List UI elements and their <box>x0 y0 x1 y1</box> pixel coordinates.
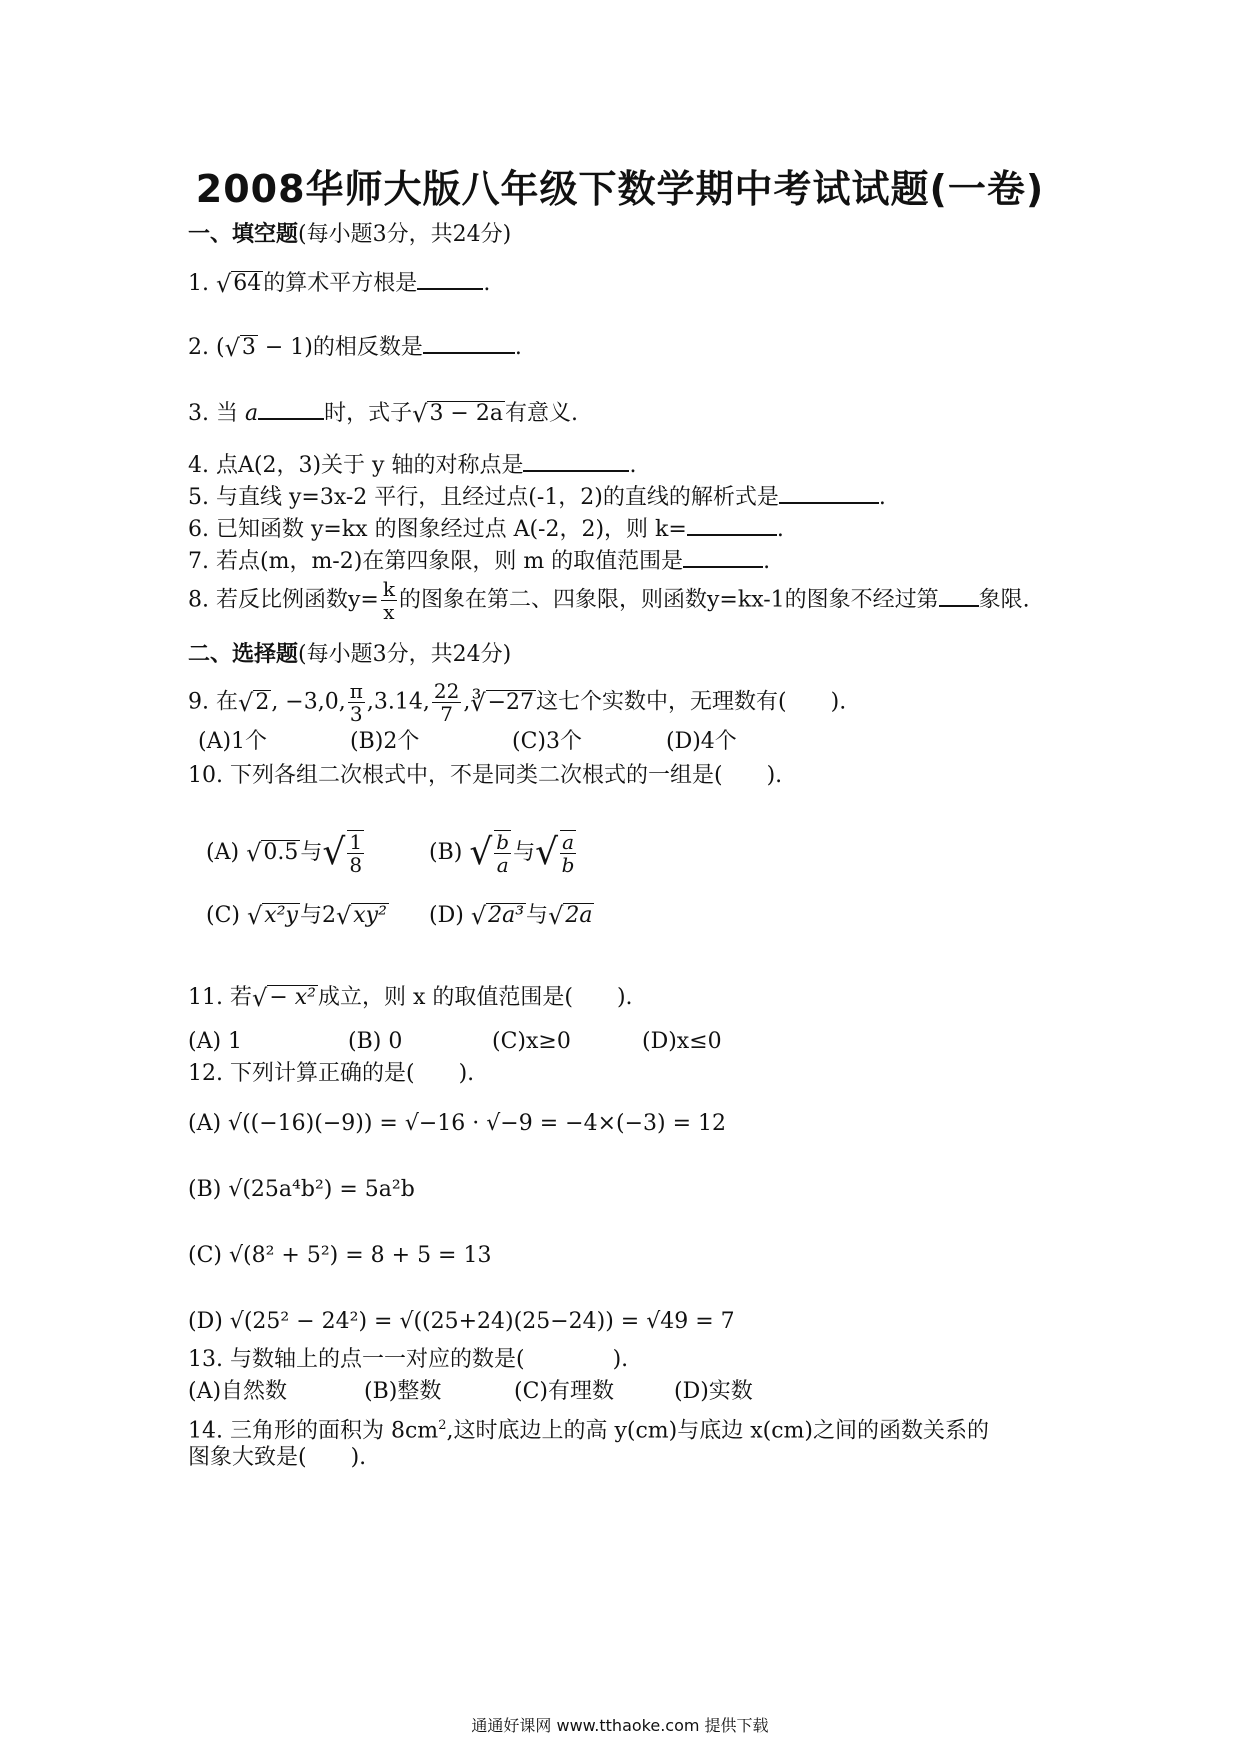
sqrt-expression: √ x²y <box>247 902 298 930</box>
question-number: 2. <box>188 335 209 360</box>
question-text: 有意义. <box>504 401 578 426</box>
section-note: (每小题3分，共24分) <box>298 222 512 247</box>
question-text: 与数轴上的点一一对应的数是( ). <box>230 1347 629 1372</box>
question-number: 4. <box>188 453 209 478</box>
option-d[interactable]: (D)实数 <box>674 1379 753 1404</box>
question-1 <box>188 266 490 298</box>
answer-blank[interactable] <box>779 480 879 504</box>
question-7 <box>188 544 770 576</box>
question-5 <box>188 480 886 512</box>
question-text: 的算术平方根是 <box>263 271 418 296</box>
question-text: 若反比例函数y= <box>216 587 379 613</box>
question-11 <box>188 984 633 1012</box>
question-12 <box>188 1060 474 1088</box>
question-number: 10. <box>188 763 223 788</box>
numerator: k <box>382 577 395 601</box>
question-number: 12. <box>188 1061 223 1086</box>
question-3 <box>188 396 578 428</box>
question-text: 成立，则 x 的取值范围是( ). <box>317 985 633 1010</box>
connector-text: 与 <box>526 903 549 928</box>
radicand: 3 <box>241 335 256 360</box>
section-multiple-choice-heading <box>188 640 511 669</box>
connector-text: 与 <box>300 840 323 865</box>
radicand: 3 − 2a <box>429 401 503 426</box>
question-number: 7. <box>188 549 209 574</box>
section-fill-blank-heading <box>188 220 511 249</box>
option-a[interactable]: (A)1个 <box>198 729 268 754</box>
option-c[interactable]: (C)3个 <box>512 729 582 754</box>
question-text: 若点(m，m-2)在第四象限，则 m 的取值范围是 <box>216 549 684 574</box>
question-number: 1. <box>188 271 209 296</box>
expression-rest: − 1) <box>257 335 313 360</box>
question-text: 三角形的面积为 8cm <box>230 1418 439 1444</box>
sqrt-expression: √ 0.5 <box>246 839 299 867</box>
section-title: 一、填空题 <box>188 221 299 247</box>
question-text: 与直线 y=3x-2 平行，且经过点(-1，2)的直线的解析式是 <box>216 485 779 510</box>
answer-blank[interactable] <box>523 448 629 472</box>
question-11-options <box>188 1028 722 1056</box>
sqrt-fraction: √ $\frac{1}{8}$ <box>322 830 363 877</box>
option-d[interactable]: (D)4个 <box>666 729 737 754</box>
question-text: 当 <box>216 401 245 426</box>
page-title: 2008华师大版八年级下数学期中考试试题(一卷) <box>195 167 1045 211</box>
option-b[interactable]: (B)整数 <box>364 1379 442 1404</box>
expression-rest: ,3.14, <box>366 689 430 715</box>
connector-text: 与 <box>513 840 536 865</box>
question-10 <box>188 762 782 790</box>
sqrt-fraction: √ $\frac{b}{a}$ <box>469 830 510 877</box>
question-text: 已知函数 y=kx 的图象经过点 A(-2，2)，则 k= <box>216 517 687 542</box>
option-label: (A) <box>206 840 240 865</box>
denominator: 8 <box>349 853 363 877</box>
variable: a <box>245 401 259 426</box>
option-a[interactable]: (A)自然数 <box>188 1379 288 1404</box>
question-12-option-c[interactable]: (C) √(8² + 5²) = 8 + 5 = 13 <box>188 1243 492 1268</box>
answer-blank[interactable] <box>417 266 483 290</box>
question-text: 下列计算正确的是( ). <box>230 1061 475 1086</box>
question-9 <box>188 680 846 725</box>
cube-root-expression: ∛ −27 <box>470 688 535 717</box>
option-c[interactable]: (C)x≥0 <box>492 1029 571 1054</box>
punct: . <box>878 485 886 510</box>
question-text: 下列各组二次根式中，不是同类二次根式的一组是( ). <box>230 763 783 788</box>
question-number: 11. <box>188 985 223 1010</box>
option-b[interactable]: (B) 0 <box>348 1029 403 1054</box>
punct: . <box>514 335 522 360</box>
sqrt-expression: √ 3 − 2a <box>412 400 503 428</box>
question-12-option-b[interactable]: (B) √(25a⁴b²) = 5a²b <box>188 1177 415 1202</box>
fraction <box>381 578 397 623</box>
sqrt-expression: √ 64 <box>216 270 262 298</box>
question-13 <box>188 1346 628 1374</box>
numerator: 22 <box>433 679 460 703</box>
question-number: 8. <box>188 587 209 613</box>
radicand: xy² <box>353 903 387 928</box>
expression-rest: , −3,0, <box>271 689 346 715</box>
question-12-option-a[interactable]: (A) √((−16)(−9)) = √−16 · √−9 = −4×(−3) = 12 <box>188 1111 727 1136</box>
question-14-continued: 图象大致是( ). <box>188 1445 367 1470</box>
option-b[interactable] <box>429 830 578 876</box>
page-footer: 通通好课网 www.tthaoke.com 提供下载 <box>471 1716 769 1735</box>
numerator: b <box>496 830 510 854</box>
question-14 <box>188 1412 989 1445</box>
radicand: x²y <box>264 903 298 928</box>
question-4 <box>188 448 636 480</box>
sqrt-expression: √ 3 <box>224 334 256 362</box>
question-8 <box>188 578 1030 623</box>
answer-blank[interactable] <box>939 583 979 607</box>
radicand: 2a <box>565 903 593 928</box>
sqrt-fraction: √ $\frac{a}{b}$ <box>535 830 575 877</box>
question-text: ,这时底边上的高 y(cm)与底边 x(cm)之间的函数关系的 <box>446 1418 989 1444</box>
question-text: 这七个实数中，无理数有( ). <box>536 689 847 715</box>
option-c[interactable] <box>206 902 422 930</box>
denominator: a <box>496 853 509 877</box>
question-number: 5. <box>188 485 209 510</box>
question-2 <box>188 330 522 362</box>
radicand: 2a³ <box>488 903 525 928</box>
option-label: (C) <box>206 903 240 928</box>
superscript: 2 <box>438 1418 447 1433</box>
question-text: 象限. <box>978 587 1030 613</box>
connector-text: 与2 <box>299 903 336 928</box>
radicand: −27 <box>487 689 535 715</box>
expression-rest: , <box>463 689 471 715</box>
option-a[interactable] <box>206 830 422 876</box>
question-number: 3. <box>188 401 209 426</box>
option-c[interactable]: (C)有理数 <box>514 1379 614 1404</box>
question-10-row-2 <box>206 902 594 930</box>
question-text: 时，式子 <box>324 401 413 426</box>
punct: . <box>763 549 771 574</box>
option-a[interactable]: (A) 1 <box>188 1029 243 1054</box>
sqrt-expression: √ 2a³ <box>470 902 525 930</box>
radicand: − x² <box>269 985 316 1010</box>
denominator: b <box>561 853 575 877</box>
option-d[interactable]: (D)x≤0 <box>642 1029 722 1054</box>
question-text: 在 <box>216 689 239 715</box>
punct: . <box>776 517 784 542</box>
question-12-option-d[interactable]: (D) √(25² − 24²) = √((25+24)(25−24)) = √49 = 7 <box>188 1309 735 1334</box>
question-text: 的图象在第二、四象限，则函数y=kx-1的图象不经过第 <box>399 587 939 613</box>
question-9-options <box>198 728 737 756</box>
punct: . <box>629 453 637 478</box>
denominator: 7 <box>440 702 453 726</box>
option-b[interactable]: (B)2个 <box>350 729 420 754</box>
answer-blank[interactable] <box>687 512 777 536</box>
sqrt-expression: √ 2 <box>238 688 270 717</box>
question-6 <box>188 512 784 544</box>
numerator: 1 <box>349 830 363 854</box>
question-text: 若 <box>230 985 253 1010</box>
question-number: 9. <box>188 689 209 715</box>
sqrt-expression: √ − x² <box>252 984 316 1012</box>
numerator: π <box>349 679 363 703</box>
radicand: 64 <box>233 271 262 296</box>
section-note: (每小题3分，共24分) <box>298 642 512 667</box>
answer-blank[interactable] <box>258 396 324 420</box>
paren: ( <box>216 335 225 360</box>
question-13-options <box>188 1378 753 1406</box>
question-text: 的相反数是 <box>312 335 423 360</box>
sqrt-expression: √ xy² <box>335 902 387 930</box>
punct: . <box>483 271 491 296</box>
fraction <box>432 680 461 725</box>
question-number: 6. <box>188 517 209 542</box>
denominator: x <box>383 600 395 624</box>
question-10-row-1 <box>206 830 578 876</box>
sqrt-expression: √ 2a <box>548 902 593 930</box>
option-d[interactable] <box>429 902 594 930</box>
question-text: 点A(2，3)关于 y 轴的对称点是 <box>216 453 524 478</box>
denominator: 3 <box>349 702 363 726</box>
fraction <box>348 680 365 725</box>
question-number: 13. <box>188 1347 223 1372</box>
answer-blank[interactable] <box>423 330 515 354</box>
answer-blank[interactable] <box>683 544 763 568</box>
radicand: 0.5 <box>263 840 299 865</box>
radicand: 2 <box>255 689 270 715</box>
question-number: 14. <box>188 1418 223 1444</box>
option-label: (D) <box>429 903 464 928</box>
numerator: a <box>562 830 575 854</box>
option-label: (B) <box>429 840 463 865</box>
section-title: 二、选择题 <box>188 641 299 667</box>
